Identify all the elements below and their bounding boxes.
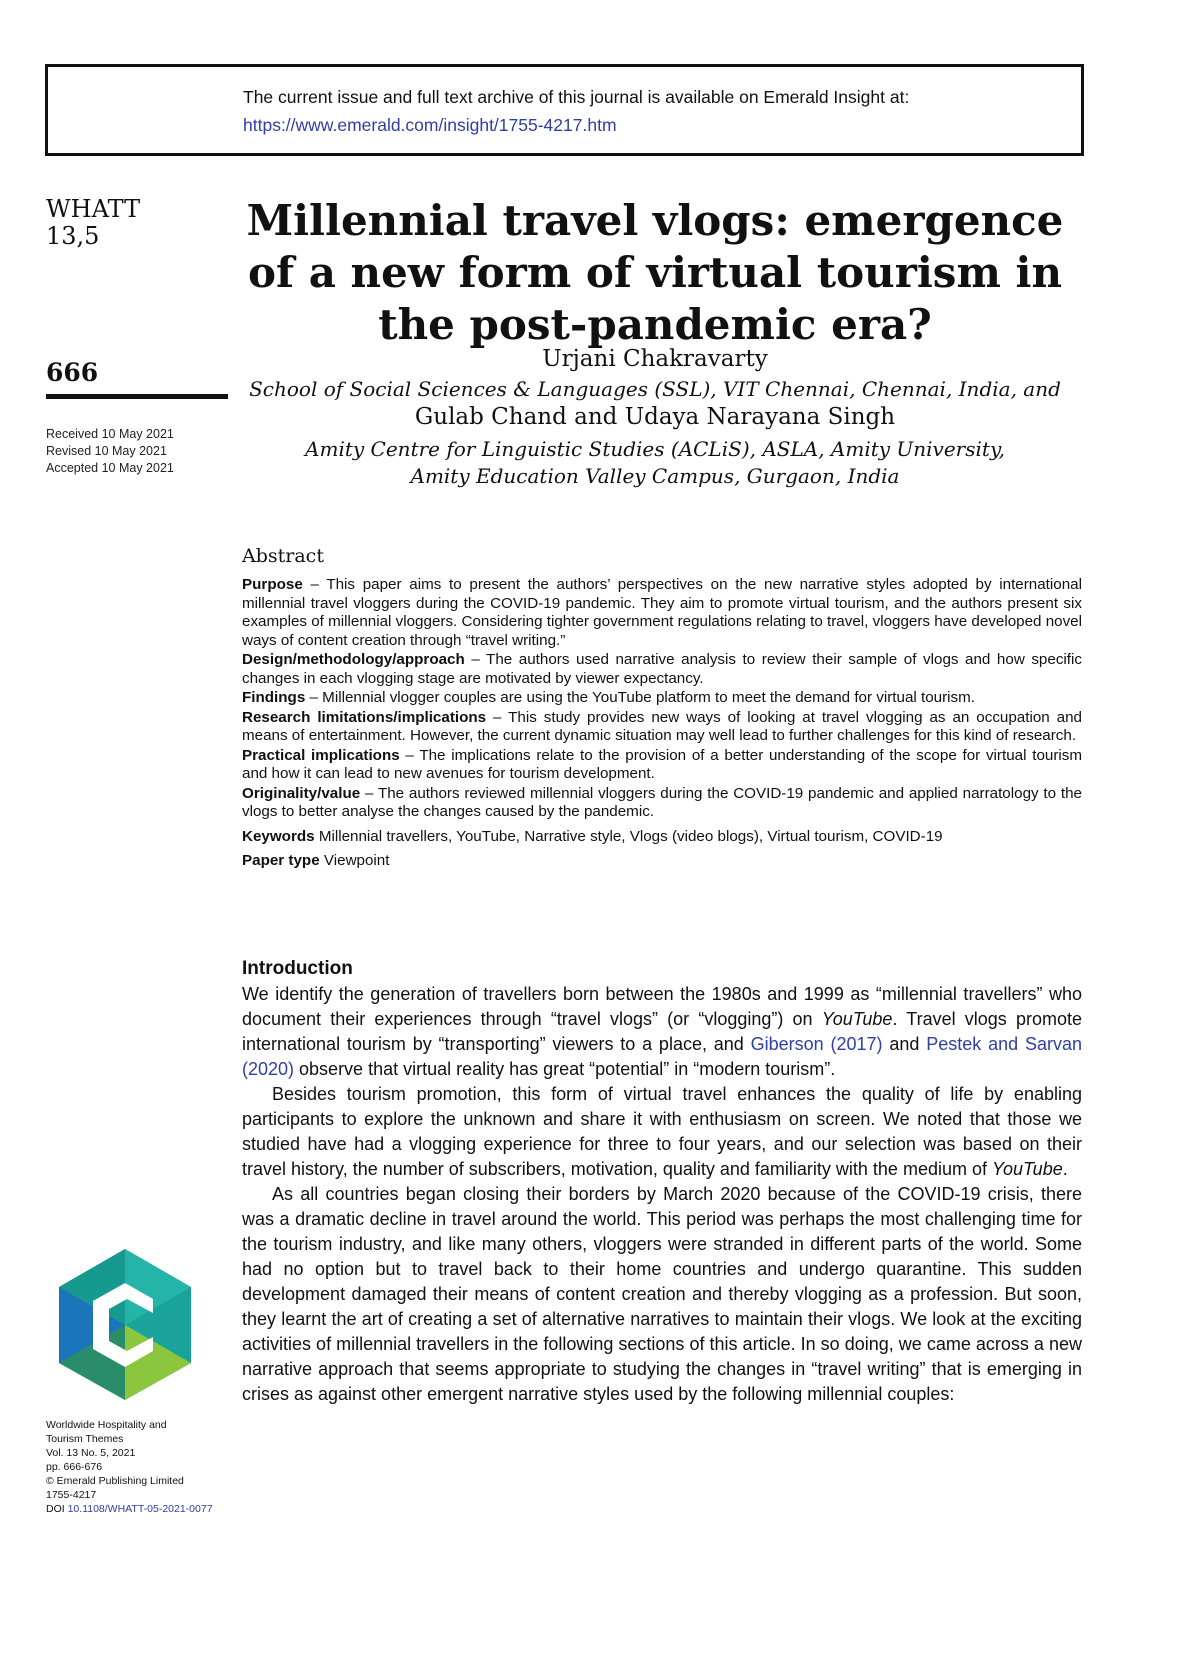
abstract-keywords xyxy=(242,828,1082,847)
page-number: 666 xyxy=(46,358,99,387)
practical-label: Practical implications xyxy=(242,746,400,764)
purpose-label: Purpose xyxy=(242,576,303,593)
p2-text-a: Besides tourism promotion, this form of virtual travel enhances the quality of life by enabling participants to explore the unknown and share it with enthusiasm on screen. We noted that those we studied have had a vlogging experience for three to four years, and our selection was based on their travel history, the number of subscribers, motivation, quality and familiarity with the medium of xyxy=(242,1084,1082,1179)
p1-text-c: and xyxy=(882,1034,927,1054)
archive-link[interactable]: https://www.emerald.com/insight/1755-4217.htm xyxy=(243,115,617,135)
abstract-limitations xyxy=(242,709,1082,746)
introduction-body xyxy=(242,982,1082,1407)
footer-copyright: © Emerald Publishing Limited xyxy=(46,1475,184,1487)
citation-giberson[interactable]: Giberson (2017) xyxy=(750,1034,883,1054)
journal-archive-notice xyxy=(45,64,1084,156)
intro-paragraph-3: As all countries began closing their borders by March 2020 because of the COVID-19 crisis, there was a dramatic decline in travel around the world. This period was perhaps the most challenging time for the tourism industry, and like many others, vloggers were stranded in different parts of the world. Some had no option but to travel back to their home countries and undergo quarantine. This sudden development damaged their means of content creation and thereby vlogging as a profession. But soon, they learnt the art of creating a set of alternative narratives to maintain their vlogs. We look at the exciting activities of millennial travellers in the following sections of this article. In so doing, we came across a new narrative approach that seems appropriate to studying the changes in “travel writing” that is emerging in crises as against other emergent narrative styles used by the following millennial couples: xyxy=(242,1184,1082,1404)
citation-pestek-sarvan[interactable]: Pestek and Sarvan (2020) xyxy=(242,1034,1082,1079)
purpose-text: – This paper aims to present the authors’ perspectives on the new narrative styles adopted by international millennial travel vloggers during the COVID-19 pandemic. They aim to promote virtual tourism, and the authors present six examples of millennial vloggers. Considering tighter government regulations relating to travel, vloggers have developed novel ways of content creation through “travel writing.” xyxy=(242,576,1083,649)
abstract-design xyxy=(242,651,1082,688)
intro-paragraph-1 xyxy=(242,982,1082,1082)
received-date: Received 10 May 2021 xyxy=(46,427,174,441)
footer-issn: 1755-4217 xyxy=(46,1489,97,1501)
publisher-logo-icon xyxy=(55,1247,195,1402)
revised-date: Revised 10 May 2021 xyxy=(46,444,167,458)
abstract-practical xyxy=(242,747,1082,784)
limitations-label: Research limitations/implications xyxy=(242,708,487,726)
design-label: Design/methodology/approach xyxy=(242,651,465,668)
journal-volume-block xyxy=(46,196,140,250)
paper-type-text: Viewpoint xyxy=(319,852,390,869)
p1-text-d: observe that virtual reality has great “potential” in “modern tourism”. xyxy=(294,1059,836,1079)
article-title xyxy=(230,195,1080,351)
abstract-paper-type xyxy=(242,852,1082,871)
title-line-1: Millennial travel vlogs: emergence xyxy=(246,196,1064,245)
p2-text-b: . xyxy=(1062,1159,1068,1179)
abstract-body xyxy=(242,576,1082,872)
title-line-2: of a new form of virtual tourism in xyxy=(248,248,1062,297)
originality-label: Originality/value xyxy=(242,784,361,802)
margin-rule xyxy=(46,394,228,399)
findings-text: – Millennial vlogger couples are using the YouTube platform to meet the demand for virtual tourism. xyxy=(305,689,976,706)
originality-text: – The authors reviewed millennial vloggers during the COVID-19 pandemic and applied narratology to the vlogs to better analyse the changes caused by the pandemic. xyxy=(242,784,1082,820)
journal-abbrev: WHATT xyxy=(46,195,141,223)
p2-youtube: YouTube xyxy=(991,1159,1063,1179)
introduction-heading: Introduction xyxy=(242,958,353,979)
p1-text-b: . Travel vlogs promote international tourism by “transporting” viewers to a place, and xyxy=(242,1009,1082,1054)
abstract-purpose xyxy=(242,576,1082,650)
practical-text: – The implications relate to the provision of a better understanding of the scope for virtual tourism and how it can lead to new avenues for tourism development. xyxy=(242,746,1083,782)
doi-label: DOI xyxy=(46,1503,68,1515)
journal-volume: 13,5 xyxy=(46,222,100,250)
journal-footer xyxy=(46,1418,236,1516)
author-1: Urjani Chakravarty xyxy=(542,346,768,372)
footer-pages: pp. 666-676 xyxy=(46,1461,103,1473)
footer-volume: Vol. 13 No. 5, 2021 xyxy=(46,1447,136,1459)
keywords-label: Keywords xyxy=(242,827,315,845)
footer-journal-line-2: Tourism Themes xyxy=(46,1433,124,1445)
footer-doi xyxy=(46,1502,236,1516)
intro-paragraph-2 xyxy=(242,1082,1082,1182)
affiliation-2-line-2: Amity Education Valley Campus, Gurgaon, India xyxy=(410,464,900,488)
abstract-heading: Abstract xyxy=(242,545,324,567)
abstract-findings xyxy=(242,689,1082,708)
findings-label: Findings xyxy=(242,689,306,706)
design-text: – The authors used narrative analysis to review their sample of vlogs and how specific changes in each vlogging stage are motivated by viewer expectancy. xyxy=(242,651,1082,687)
title-line-3: the post-pandemic era? xyxy=(378,300,932,349)
author-2: Gulab Chand and Udaya Narayana Singh xyxy=(414,404,896,430)
keywords-text: Millennial travellers, YouTube, Narrative style, Vlogs (video blogs), Virtual tourism, COVID-19 xyxy=(314,827,943,845)
accepted-date: Accepted 10 May 2021 xyxy=(46,461,174,475)
doi-link[interactable]: 10.1108/WHATT-05-2021-0077 xyxy=(67,1503,213,1515)
footer-journal-line-1: Worldwide Hospitality and xyxy=(46,1419,167,1431)
affiliation-1: School of Social Sciences & Languages (SSL), VIT Chennai, Chennai, India, and xyxy=(249,377,1061,401)
abstract-originality xyxy=(242,785,1082,822)
affiliation-2-line-1: Amity Centre for Linguistic Studies (ACLiS), ASLA, Amity University, xyxy=(305,437,1005,461)
limitations-text: – This study provides new ways of looking at travel vlogging as an occupation and means of entertainment. However, the current dynamic situation may well lead to further challenges for this kind of research. xyxy=(242,708,1083,744)
paper-type-label: Paper type xyxy=(242,852,320,869)
p1-youtube: YouTube xyxy=(821,1009,893,1029)
p1-text-a: We identify the generation of travellers born between the 1980s and 1999 as “millennial travellers” who document their experiences through “travel vlogs” (or “vlogging”) on xyxy=(242,984,1082,1029)
notice-text: The current issue and full text archive of this journal is available on Emerald Insight at: xyxy=(243,87,910,107)
submission-dates xyxy=(46,426,174,477)
